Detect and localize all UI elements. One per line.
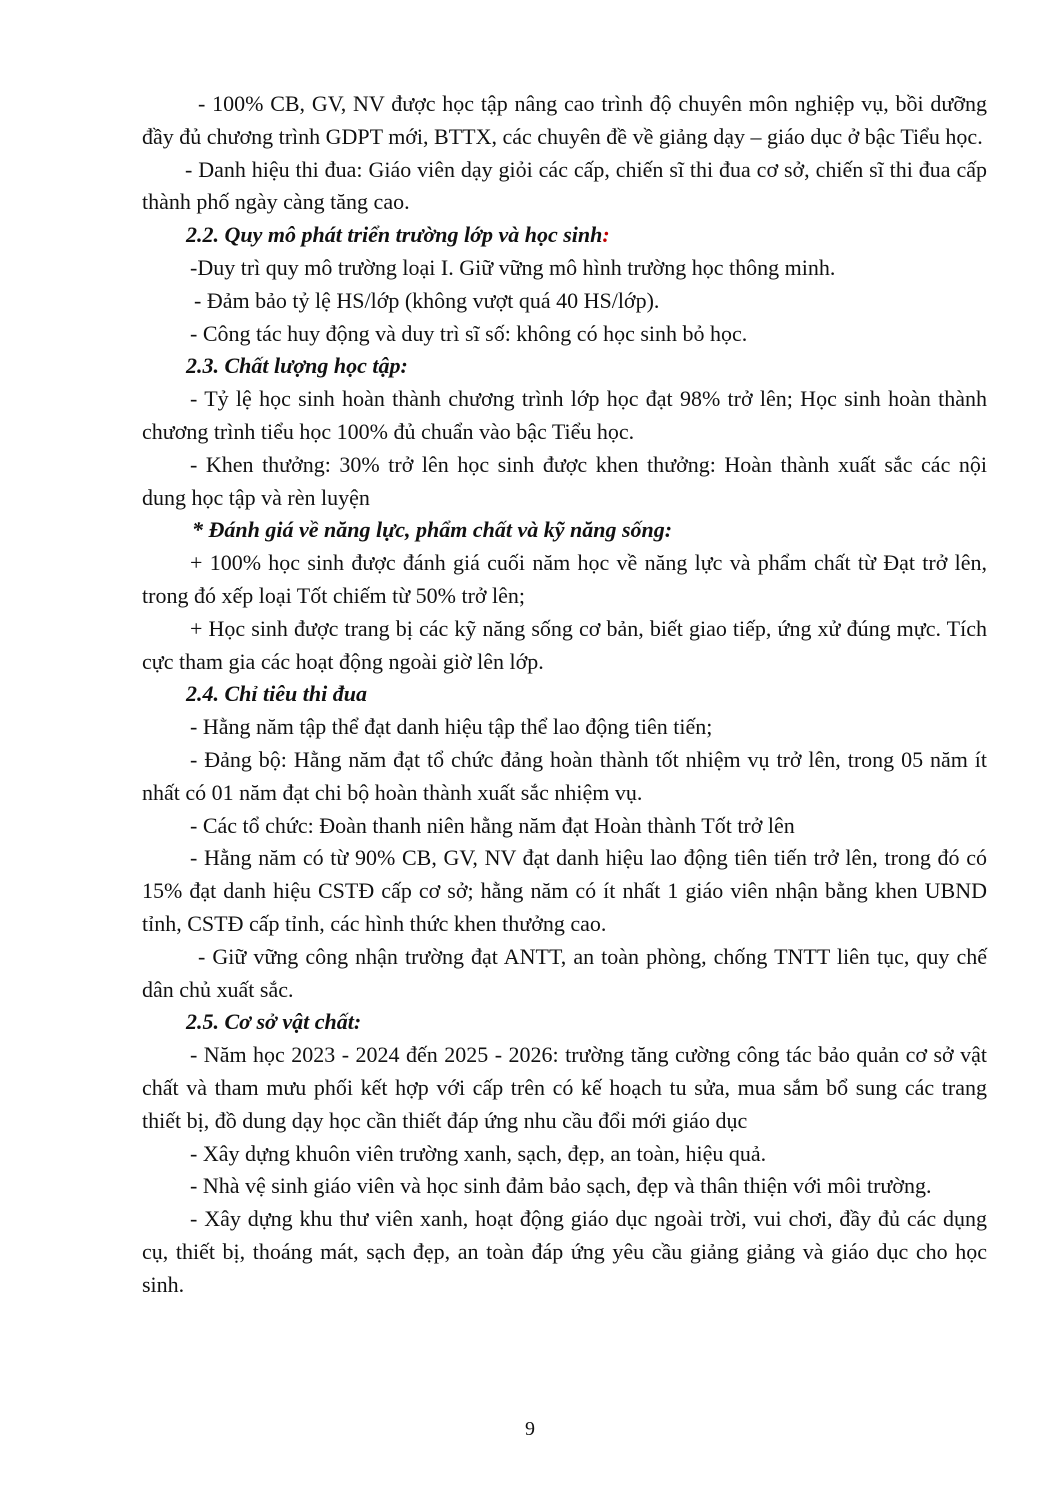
paragraph-emulation-titles: - Danh hiệu thi đua: Giáo viên dạy giỏi các cấp, chiến sĩ thi đua cơ sở, chiến sĩ thi đua cấp thành phố ngày càng tăng cao. [142, 156, 987, 215]
section-heading-2-2 [142, 219, 987, 252]
list-item: + 100% học sinh được đánh giá cuối năm học về năng lực và phẩm chất từ Đạt trở lên, trong đó xếp loại Tốt chiếm từ 50% trở lên; [142, 550, 987, 608]
section-heading-2-3: 2.3. Chất lượng học tập: [186, 353, 408, 379]
list-item: - Khen thưởng: 30% trở lên học sinh được khen thưởng: Hoàn thành xuất sắc các nội dung học tập và rèn luyện [142, 451, 987, 510]
list-item: - Xây dựng khu thư viên xanh, hoạt động giáo dục ngoài trời, vui chơi, đầy đủ các dụng cụ, thiết bị, thoáng mát, sạch đẹp, an toàn đáp ứng yêu cầu giảng giảng và giáo dục cho học sinh. [142, 1206, 987, 1297]
list-item: - Giữ vững công nhận trường đạt ANTT, an toàn phòng, chống TNTT liên tục, quy chế dân chủ xuất sắc. [142, 943, 987, 1002]
list-item: - Các tổ chức: Đoàn thanh niên hằng năm đạt Hoàn thành Tốt trở lên [190, 812, 795, 838]
list-item: - Nhà vệ sinh giáo viên và học sinh đảm bảo sạch, đẹp và thân thiện với môi trường. [190, 1173, 932, 1199]
paragraph-staff-training: - 100% CB, GV, NV được học tập nâng cao trình độ chuyên môn nghiệp vụ, bồi dưỡng đầy đủ chương trình GDPT mới, BTTX, các chuyên đề về giảng dạy – giáo dục ở bậc Tiểu học. [142, 91, 987, 149]
document-page [142, 88, 987, 1301]
list-item: - Tỷ lệ học sinh hoàn thành chương trình lớp học đạt 98% trở lên; Học sinh hoàn thành chương trình tiểu học 100% đủ chuẩn vào bậc Tiểu học. [142, 386, 987, 444]
list-item: - Hằng năm có từ 90% CB, GV, NV đạt danh hiệu lao động tiên tiến trở lên, trong đó có 15% đạt danh hiệu CSTĐ cấp cơ sở; hằng năm có ít nhất 1 giáo viên nhận bằng khen UBND tỉnh, CSTĐ cấp tỉnh, các hình thức khen thưởng cao. [142, 845, 987, 936]
list-item: -Duy trì quy mô trường loại I. Giữ vững mô hình trường học thông minh. [190, 254, 836, 280]
list-item: - Năm học 2023 - 2024 đến 2025 - 2026: trường tăng cường công tác bảo quản cơ sở vật chất và tham mưu phối kết hợp với cấp trên có kế hoạch tu sửa, mua sắm bổ sung các trang thiết bị, đồ dung dạy học cần thiết đáp ứng nhu cầu đổi mới giáo dục [142, 1042, 987, 1133]
page-number: 9 [525, 1418, 535, 1440]
list-item: - Hằng năm tập thể đạt danh hiệu tập thể lao động tiên tiến; [190, 714, 713, 740]
sub-heading-assessment: * Đánh giá về năng lực, phẩm chất và kỹ năng sống: [192, 517, 673, 543]
list-item: - Đảm bảo tỷ lệ HS/lớp (không vượt quá 40 HS/lớp). [194, 287, 660, 313]
list-item: + Học sinh được trang bị các kỹ năng sống cơ bản, biết giao tiếp, ứng xử đúng mực. Tích cực tham gia các hoạt động ngoài giờ lên lớp. [142, 615, 987, 674]
list-item: - Xây dựng khuôn viên trường xanh, sạch, đẹp, an toàn, hiệu quả. [190, 1140, 767, 1166]
section-heading-2-2-text: 2.2. Quy mô phát triển trường lớp và học sinh [186, 222, 603, 248]
section-heading-2-2-colon: : [602, 222, 610, 248]
section-heading-2-5: 2.5. Cơ sở vật chất: [186, 1009, 362, 1035]
section-heading-2-4: 2.4. Chỉ tiêu thi đua [186, 681, 367, 707]
list-item: - Công tác huy động và duy trì sĩ số: không có học sinh bỏ học. [190, 320, 748, 346]
list-item: - Đảng bộ: Hằng năm đạt tổ chức đảng hoàn thành tốt nhiệm vụ trở lên, trong 05 năm ít nhất có 01 năm đạt chi bộ hoàn thành xuất sắc nhiệm vụ. [142, 746, 987, 805]
